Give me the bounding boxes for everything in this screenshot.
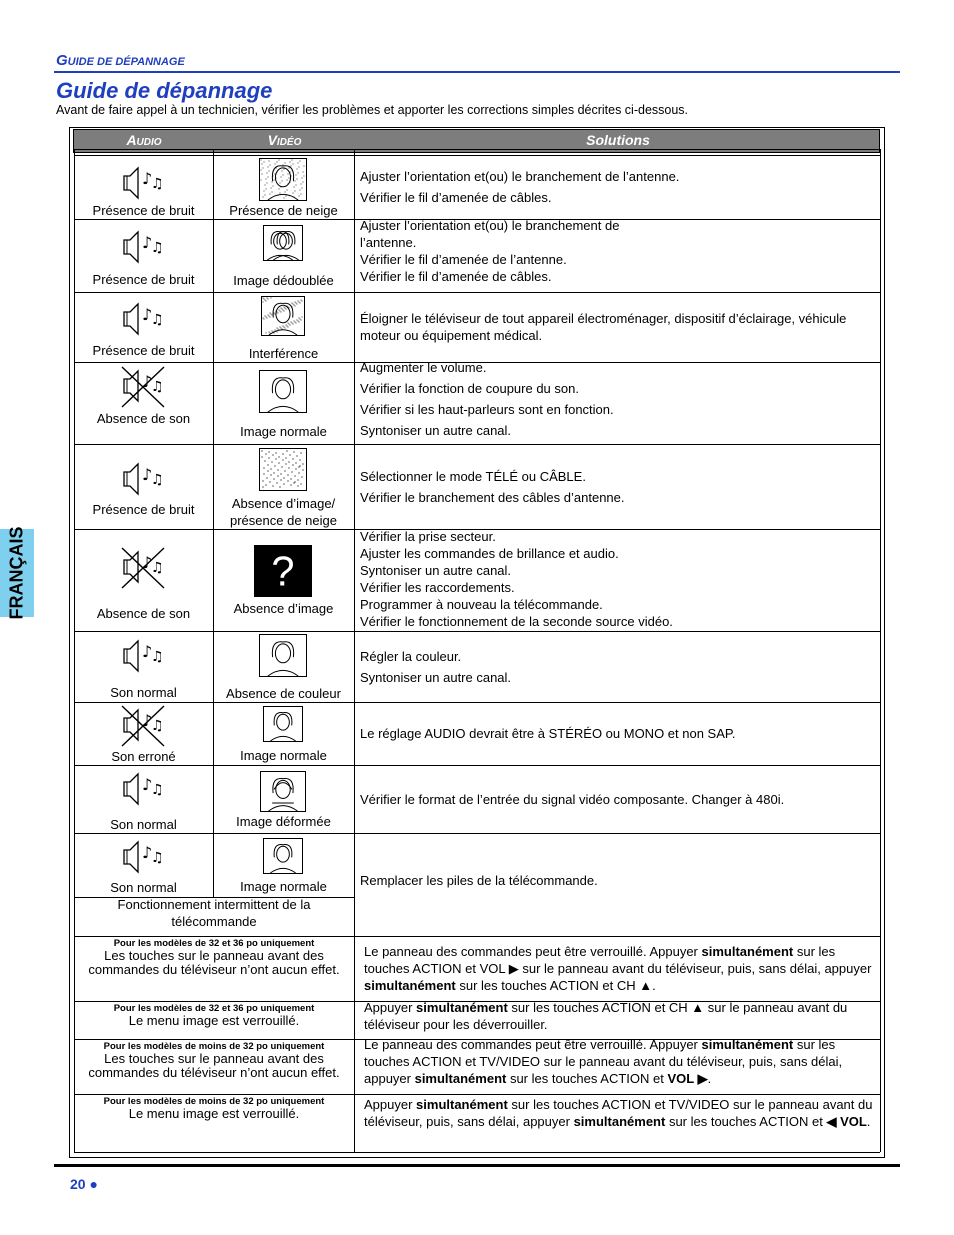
svg-text:♫: ♫ (151, 649, 164, 665)
solution-text: Vérifier si les haut-parleurs sont en fonction. (360, 402, 614, 417)
table-row-rule (74, 444, 880, 445)
solution-cell (360, 168, 870, 206)
audio-symptom: Son erroné (111, 749, 176, 764)
header-rule (54, 71, 900, 73)
solution-text: Syntoniser un autre canal. (360, 669, 512, 685)
solution-text: Vérifier le fil d’amenée de câbles. (360, 269, 552, 284)
audio-symptom: Son normal (110, 880, 177, 895)
speaker-icon (120, 635, 166, 679)
svg-text:♪: ♪ (142, 372, 153, 391)
solution-cell (364, 999, 876, 1033)
model-note: Pour les modèles de 32 et 36 po uniquement (113, 938, 315, 949)
solution-text: Vérifier les raccordements. (360, 580, 515, 595)
video-symptom: Absence d’image/ présence de neige (230, 496, 337, 528)
solution-text: Augmenter le volume. (360, 360, 487, 375)
svg-text:♪: ♪ (142, 775, 153, 794)
tv-face-icon (263, 225, 303, 261)
solution-text: Vérifier le fil d’amenée de câbles. (360, 190, 552, 205)
solution-text: Ajuster l’orientation et(ou) le branchement de l’antenne. (360, 169, 680, 184)
video-symptom: Absence d’image (233, 601, 334, 616)
solution-text: Appuyer (364, 1097, 417, 1112)
section-header (56, 52, 185, 69)
svg-text:♪: ♪ (142, 169, 153, 188)
solution-text: Ajuster les commandes de brillance et audio. (360, 546, 619, 561)
audio-symptom: Son normal (110, 685, 177, 700)
svg-text:♪: ♪ (142, 233, 153, 252)
question-mark-icon (254, 545, 312, 597)
svg-text:♫: ♫ (151, 472, 164, 488)
solution-cell (360, 872, 870, 889)
table-col-rule (354, 149, 355, 1152)
audio-symptom: Son normal (110, 817, 177, 832)
video-symptom: Image normale (240, 748, 327, 763)
tv-face-icon (261, 296, 305, 336)
issue-text: Le menu image est verrouillé. (128, 1013, 300, 1028)
solution-cell (360, 791, 870, 808)
solution-text: sur les touches ACTION et (506, 1071, 668, 1086)
header-solutions: Solutions (586, 132, 650, 148)
table-row-rule (74, 1094, 880, 1095)
solution-text: Vérifier la fonction de coupure du son. (360, 381, 579, 396)
solution-text: Ajuster l’orientation et(ou) le branchement de l’antenne. (360, 218, 620, 250)
section-header-rest: UIDE DE DÉPANNAGE (67, 56, 185, 68)
solution-text: Le panneau des commandes peut être verrouillé. Appuyer (364, 944, 702, 959)
solution-cell (360, 648, 870, 686)
solution-text: Syntoniser un autre canal. (360, 423, 512, 438)
video-symptom: Image dédoublée (233, 273, 334, 288)
model-note: Pour les modèles de moins de 32 po uniquement (103, 1041, 325, 1052)
intro-text: Avant de faire appel à un technicien, vérifier les problèmes et apporter les corrections simples décrites ci-dessous. (56, 103, 689, 117)
solution-text: sur les touches ACTION et (665, 1114, 827, 1129)
solution-text: sur les touches ACTION et VOL ▶ sur le panneau avant du téléviseur, puis, sans délai, appuyer (364, 944, 872, 976)
table-row-rule (74, 702, 880, 703)
emphasis-text: simultanément (573, 1114, 666, 1129)
audio-symptom: Présence de bruit (92, 203, 195, 218)
speaker-icon (120, 458, 166, 502)
audio-symptom: Présence de bruit (92, 343, 195, 358)
table-row-rule (74, 292, 880, 293)
tv-face-icon (263, 706, 303, 742)
language-tab-label: FRANÇAIS (6, 526, 27, 620)
solution-text: sur les touches ACTION et CH ▲. (455, 978, 656, 993)
solution-text: Vérifier le format de l’entrée du signal vidéo composante. Changer à 480i. (360, 791, 785, 807)
solution-text: Vérifier le branchement des câbles d’antenne. (360, 489, 625, 505)
table-row-rule (74, 155, 880, 156)
table-row-rule (74, 833, 880, 834)
solution-text: Programmer à nouveau la télécommande. (360, 597, 603, 612)
solution-text: Vérifier la prise secteur. (360, 529, 496, 544)
speaker-icon (120, 226, 166, 270)
solution-text: . (866, 1114, 871, 1129)
header-audio: Audio (126, 132, 162, 148)
solution-cell (360, 359, 870, 439)
svg-text:♪: ♪ (142, 843, 153, 862)
table-right-rule (880, 149, 881, 1152)
emphasis-text: VOL ▶ (667, 1071, 708, 1086)
svg-text:♪: ♪ (142, 465, 153, 484)
solution-text: Le panneau des commandes peut être verrouillé. Appuyer (364, 1037, 702, 1052)
solution-cell (360, 725, 870, 742)
table-row-rule (74, 1152, 880, 1153)
solution-text: Régler la couleur. (360, 648, 462, 664)
emphasis-text: simultanément (701, 1037, 794, 1052)
speaker-icon (120, 836, 166, 880)
tv-face-icon (259, 634, 307, 677)
video-symptom: Image normale (240, 424, 327, 439)
solution-cell (364, 1036, 876, 1087)
audio-symptom: Présence de bruit (92, 272, 195, 287)
model-note: Pour les modèles de moins de 32 po uniquement (103, 1096, 325, 1107)
tv-face-icon (259, 370, 307, 413)
svg-text:♫: ♫ (151, 176, 164, 192)
tv-face-icon (259, 448, 307, 491)
solution-text: Appuyer (364, 1000, 417, 1015)
footer-rule (54, 1164, 900, 1167)
solution-cell (360, 310, 870, 344)
solution-text: sur les touches ACTION et TV/VIDEO sur le panneau avant du téléviseur, puis, sans délai, appuyer (364, 1097, 873, 1129)
model-note: Pour les modèles de 32 et 36 po uniquement (113, 1003, 315, 1014)
speaker-muted-icon (120, 704, 166, 748)
svg-text:?: ? (271, 547, 295, 595)
tv-face-icon (263, 838, 303, 874)
solution-cell (360, 528, 870, 630)
speaker-muted-icon (120, 546, 166, 590)
table-top-rule (74, 149, 880, 150)
solution-text: Éloigner le téléviseur de tout appareil électroménager, dispositif d’éclairage, véhicule moteur ou équipement médical. (360, 311, 847, 343)
emphasis-text: simultanément (364, 978, 456, 993)
tv-face-icon (259, 158, 307, 201)
table-row-rule (74, 765, 880, 766)
issue-text: Le menu image est verrouillé. (128, 1106, 300, 1121)
header-video: Vidéo (267, 132, 302, 148)
svg-text:♫: ♫ (151, 379, 164, 395)
solution-text: Remplacer les piles de la télécommande. (360, 873, 598, 888)
speaker-icon (120, 162, 166, 206)
svg-text:♪: ♪ (142, 711, 153, 730)
speaker-icon (120, 768, 166, 812)
svg-text:♫: ♫ (151, 718, 164, 734)
issue-text: Les touches sur le panneau avant des commandes du téléviseur n’ont aucun effet. (88, 948, 340, 977)
emphasis-text: ◀ VOL (826, 1114, 867, 1129)
solution-text: Sélectionner le mode TÉLÉ ou CÂBLE. (360, 468, 586, 484)
svg-text:♫: ♫ (151, 312, 164, 328)
solution-cell (364, 1096, 876, 1130)
page-title: Guide de dépannage (56, 78, 273, 103)
emphasis-text: simultanément (416, 1097, 508, 1112)
svg-text:♫: ♫ (151, 850, 164, 866)
svg-text:♪: ♪ (142, 305, 153, 324)
svg-text:♫: ♫ (151, 560, 164, 576)
video-symptom: Image normale (240, 879, 327, 894)
tv-face-icon (260, 771, 306, 812)
speaker-muted-icon (120, 365, 166, 409)
solution-text: sur les touches ACTION et TV/VIDEO sur le panneau avant du téléviseur, puis, sans délai, appuyer (364, 1037, 843, 1086)
table-left-rule (74, 149, 75, 1152)
merged-symptom: Fonctionnement intermittent de la télécommande (117, 897, 311, 929)
audio-symptom: Présence de bruit (92, 502, 195, 517)
video-symptom: Absence de couleur (226, 686, 341, 701)
svg-text:♪: ♪ (142, 553, 153, 572)
issue-text: Les touches sur le panneau avant des commandes du téléviseur n’ont aucun effet. (88, 1051, 340, 1080)
page-number: 20 ● (70, 1176, 98, 1192)
emphasis-text: simultanément (414, 1071, 507, 1086)
emphasis-text: simultanément (701, 944, 794, 959)
audio-symptom: Absence de son (96, 411, 191, 426)
audio-symptom: Absence de son (96, 606, 191, 621)
solution-cell (360, 468, 870, 506)
solution-text: Vérifier le fonctionnement de la seconde source vidéo. (360, 614, 673, 629)
video-symptom: Image déformée (236, 814, 331, 829)
solution-text: Le réglage AUDIO devrait être à STÉRÉO ou MONO et non SAP. (360, 726, 736, 741)
solution-text: . (707, 1071, 712, 1086)
solution-text: Vérifier le fil d’amenée de l’antenne. (360, 252, 567, 267)
solution-cell (364, 943, 876, 994)
speaker-icon (120, 298, 166, 342)
language-tab (0, 526, 34, 620)
svg-text:♪: ♪ (142, 642, 153, 661)
solution-cell (360, 217, 870, 285)
svg-text:♫: ♫ (151, 782, 164, 798)
video-symptom: Présence de neige (229, 203, 338, 218)
solution-text: Syntoniser un autre canal. (360, 563, 512, 578)
video-symptom: Interférence (248, 346, 319, 361)
emphasis-text: simultanément (416, 1000, 508, 1015)
section-header-initial: G (56, 52, 68, 69)
solution-text: sur les touches ACTION et CH ▲ sur le panneau avant du téléviseur pour les déverrouiller. (364, 1000, 848, 1032)
table-row-rule (74, 936, 880, 937)
svg-text:♫: ♫ (151, 240, 164, 256)
table-row-rule (74, 631, 880, 632)
